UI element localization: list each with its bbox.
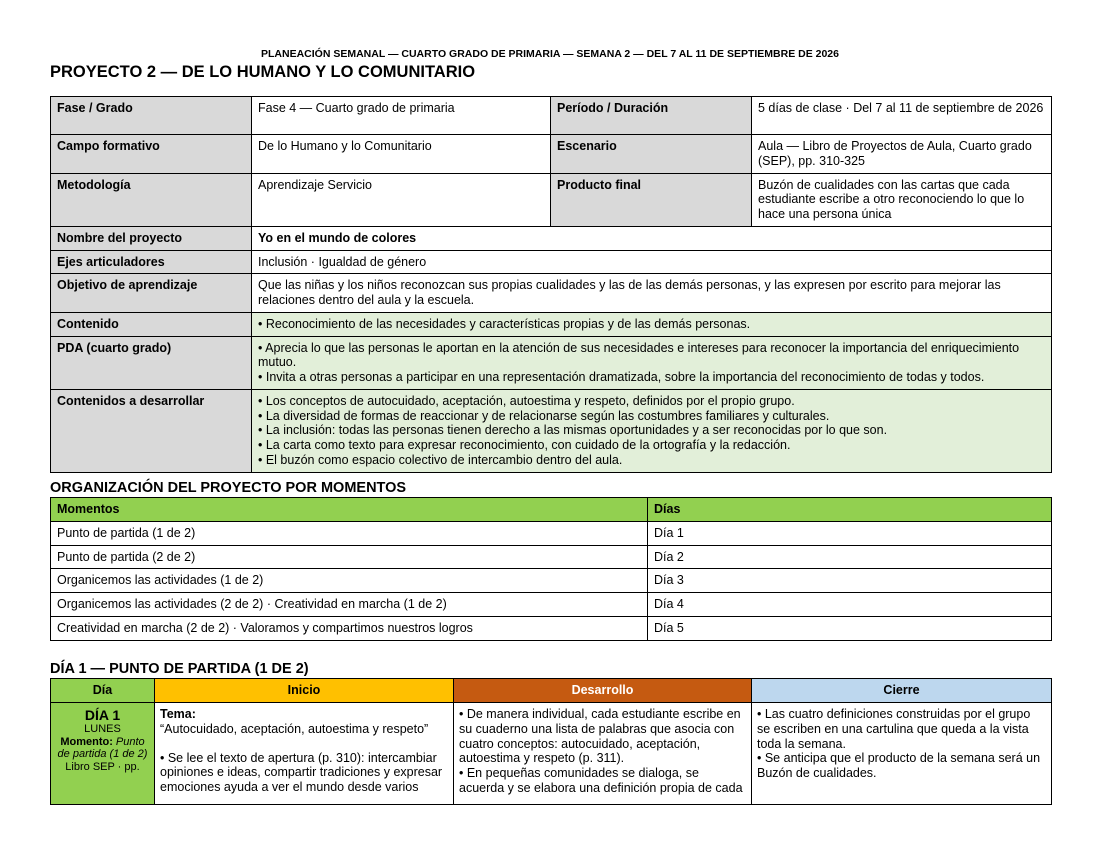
dia-cell: Día 1 xyxy=(648,521,1052,545)
dia1-table xyxy=(50,678,1052,805)
dia1-inicio-cell xyxy=(155,703,454,805)
campo-label: Campo formativo xyxy=(51,135,252,174)
pda-item: • Invita a otras personas a participar en una representación dramatizada, sobre la importancia del reconocimiento de todas y todos. xyxy=(258,370,985,384)
info-row-contenido xyxy=(51,312,1052,336)
info-row-metodologia xyxy=(51,173,1052,226)
pda-value xyxy=(252,336,1052,389)
table-row xyxy=(51,616,1052,640)
momento-cell: Punto de partida (2 de 2) xyxy=(51,545,648,569)
ejes-value: Inclusión · Igualdad de género xyxy=(252,250,1052,274)
desarrollar-item: • La carta como texto para expresar reconocimiento, con cuidado de la ortografía y la redacción. xyxy=(258,438,791,452)
info-row-campo xyxy=(51,135,1052,174)
metodologia-value: Aprendizaje Servicio xyxy=(252,173,551,226)
dia-cell: Día 3 xyxy=(648,569,1052,593)
dia1-momento xyxy=(56,736,149,761)
momento-label: Momento: xyxy=(60,735,113,748)
cierre-item: • Las cuatro definiciones construidas por el grupo se escriben en una cartulina que queda a la vista toda la semana. xyxy=(757,707,1031,751)
cierre-content xyxy=(757,707,1046,800)
momento-cell: Punto de partida (1 de 2) xyxy=(51,521,648,545)
dia1-day-cell-inner xyxy=(56,707,149,800)
dia-cell: Día 2 xyxy=(648,545,1052,569)
info-row-ejes xyxy=(51,250,1052,274)
project-title: PROYECTO 2 — DE LO HUMANO Y LO COMUNITARIO xyxy=(50,63,476,81)
document-header: PLANEACIÓN SEMANAL — CUARTO GRADO DE PRIMARIA — SEMANA 2 — DEL 7 AL 11 DE SEPTIEMBRE DE 2026 xyxy=(261,48,839,60)
cierre-item: • Se anticipa que el producto de la semana será un Buzón de cualidades. xyxy=(757,751,1041,780)
dia-col-header: Día xyxy=(51,679,155,703)
info-row-pda xyxy=(51,336,1052,389)
fase-label: Fase / Grado xyxy=(51,97,252,135)
momento-value: Punto de partida (1 de 2) xyxy=(57,735,148,761)
table-row xyxy=(51,569,1052,593)
tema-label: Tema: xyxy=(160,707,196,721)
desarrollar-label: Contenidos a desarrollar xyxy=(51,389,252,472)
fase-value: Fase 4 — Cuarto grado de primaria xyxy=(252,97,551,135)
info-row-fase xyxy=(51,97,1052,135)
desarrollo-item: • En pequeñas comunidades se dialoga, se acuerda y se elabora una definición propia de cada xyxy=(459,766,743,795)
dia1-weekday: LUNES xyxy=(84,723,121,736)
periodo-value: 5 días de clase · Del 7 al 11 de septiembre de 2026 xyxy=(752,97,1052,135)
producto-label: Producto final xyxy=(551,173,752,226)
ejes-label: Ejes articuladores xyxy=(51,250,252,274)
dia1-title: DÍA 1 xyxy=(84,707,121,723)
dia1-content-row xyxy=(51,703,1052,805)
desarrollar-value xyxy=(252,389,1052,472)
momentos-header-row xyxy=(51,498,1052,522)
project-info-table xyxy=(50,96,1052,473)
dia1-desarrollo-cell xyxy=(454,703,752,805)
objetivo-label: Objetivo de aprendizaje xyxy=(51,274,252,313)
momentos-table xyxy=(50,497,1052,641)
desarrollar-item: • Los conceptos de autocuidado, aceptación, autoestima y respeto, definidos por el propio grupo. xyxy=(258,393,795,408)
info-row-nombre xyxy=(51,226,1052,250)
escenario-value: Aula — Libro de Proyectos de Aula, Cuarto grado (SEP), pp. 310-325 xyxy=(752,135,1052,174)
inicio-text: • Se lee el texto de apertura (p. 310): intercambiar opiniones e ideas, compartir tradiciones y expresar emociones ayuda a ver el mundo desde varios xyxy=(160,750,443,794)
cierre-col-header: Cierre xyxy=(752,679,1052,703)
escenario-label: Escenario xyxy=(551,135,752,174)
objetivo-value: Que las niñas y los niños reconozcan sus propias cualidades y las de las demás personas, y las expresen por escrito para mejorar las relaciones dentro del aula y la escuela. xyxy=(252,274,1052,313)
momento-cell: Organicemos las actividades (1 de 2) xyxy=(51,569,648,593)
producto-value: Buzón de cualidades con las cartas que cada estudiante escribe a otro reconociendo lo que lo hace una persona única xyxy=(752,173,1052,226)
inicio-content xyxy=(160,707,448,800)
dia1-cierre-cell xyxy=(752,703,1052,805)
table-row xyxy=(51,593,1052,617)
contenido-item: • Reconocimiento de las necesidades y características propias y de las demás personas. xyxy=(258,316,751,331)
momentos-section-title: ORGANIZACIÓN DEL PROYECTO POR MOMENTOS xyxy=(50,480,407,496)
nombre-label: Nombre del proyecto xyxy=(51,226,252,250)
pda-item: • Aprecia lo que las personas le aportan en la atención de sus necesidades e intereses para reconocer la importancia del enriquecimiento mutuo. xyxy=(258,340,1020,370)
table-row xyxy=(51,521,1052,545)
dia-cell: Día 5 xyxy=(648,616,1052,640)
campo-value: De lo Humano y lo Comunitario xyxy=(252,135,551,174)
desarrollo-content xyxy=(459,707,746,800)
momento-cell: Creatividad en marcha (2 de 2) · Valoramos y compartimos nuestros logros xyxy=(51,616,648,640)
metodologia-label: Metodología xyxy=(51,173,252,226)
momento-cell: Organicemos las actividades (2 de 2) · Creatividad en marcha (1 de 2) xyxy=(51,593,648,617)
tema-value: “Autocuidado, aceptación, autoestima y respeto” xyxy=(160,721,429,736)
desarrollar-item: • La inclusión: todas las personas tienen derecho a las mismas oportunidades y a ser reconocidas por lo que son. xyxy=(258,423,888,438)
desarrollo-col-header: Desarrollo xyxy=(454,679,752,703)
table-row xyxy=(51,545,1052,569)
dia-cell: Día 4 xyxy=(648,593,1052,617)
contenido-value xyxy=(252,312,1052,336)
inicio-col-header: Inicio xyxy=(155,679,454,703)
desarrollar-item: • El buzón como espacio colectivo de intercambio dentro del aula. xyxy=(258,452,623,467)
pda-label: PDA (cuarto grado) xyxy=(51,336,252,389)
dia1-day-cell xyxy=(51,703,155,805)
nombre-value: Yo en el mundo de colores xyxy=(252,226,1052,250)
contenido-label: Contenido xyxy=(51,312,252,336)
info-row-desarrollar xyxy=(51,389,1052,472)
desarrollo-item: • De manera individual, cada estudiante escribe en su cuaderno una lista de palabras que asocia con cuatro conceptos: autocuidado, aceptación, autoestima y respeto (p. 311). xyxy=(459,707,741,766)
dia1-header-row xyxy=(51,679,1052,703)
spacer xyxy=(160,737,448,751)
dia1-libro: Libro SEP · pp. xyxy=(65,761,140,774)
momentos-col-header: Momentos xyxy=(51,498,648,522)
info-row-objetivo xyxy=(51,274,1052,313)
dia1-section-title: DÍA 1 — PUNTO DE PARTIDA (1 DE 2) xyxy=(50,661,309,677)
desarrollar-item: • La diversidad de formas de reaccionar y de relacionarse según las costumbres familiares y culturales. xyxy=(258,408,830,423)
dias-col-header: Días xyxy=(648,498,1052,522)
periodo-label: Período / Duración xyxy=(551,97,752,135)
